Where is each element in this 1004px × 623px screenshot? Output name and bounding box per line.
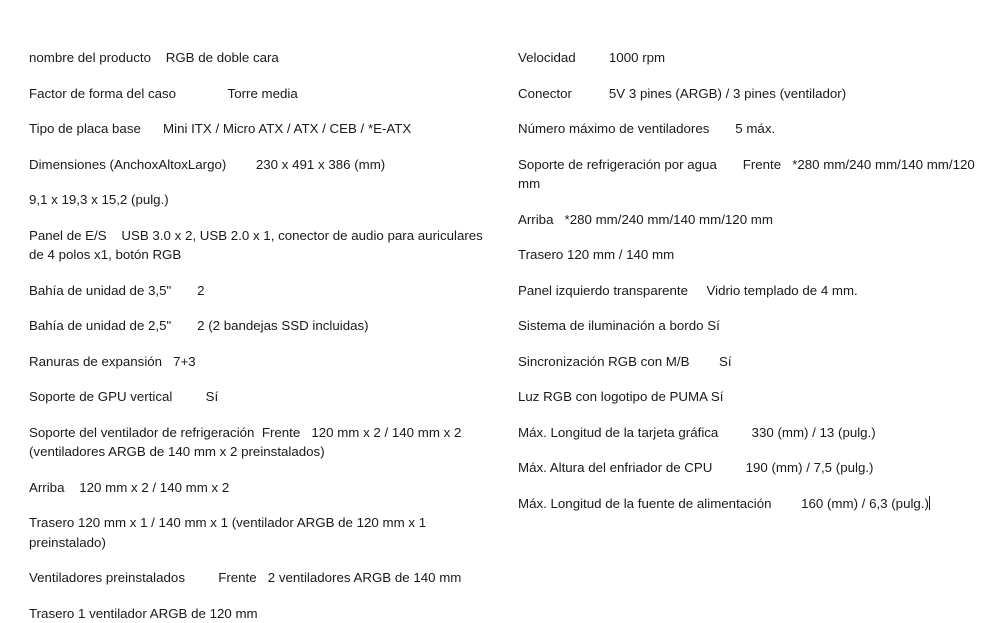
- spec-row-text: Máx. Longitud de la fuente de alimentación 160 (mm) / 6,3 (pulg.): [518, 496, 929, 512]
- spec-row: Velocidad 1000 rpm: [518, 50, 666, 65]
- spec-row: Ventiladores preinstalados Frente 2 ventiladores ARGB de 140 mm: [29, 570, 462, 586]
- spec-row: Ranuras de expansión 7+3: [29, 353, 196, 369]
- spec-row: Soporte del ventilador de refrigeración Frente 120 mm x 2 / 140 mm x 2 (ventiladores ARGB de 140 mm x 2 preinstalados): [29, 424, 466, 460]
- spec-row: 9,1 x 19,3 x 15,2 (pulg.): [29, 192, 169, 208]
- spec-row-with-caret: [518, 494, 983, 513]
- spec-row: Máx. Longitud de la tarjeta gráfica 330 (mm) / 13 (pulg.): [518, 424, 876, 440]
- spec-row: Sincronización RGB con M/B Sí: [518, 353, 732, 369]
- spec-row: Arriba 120 mm x 2 / 140 mm x 2: [29, 479, 230, 495]
- text-caret: [929, 496, 930, 510]
- left-spec-column: [29, 48, 487, 623]
- spec-row: Trasero 120 mm / 140 mm: [518, 247, 675, 263]
- spec-row: Tipo de placa base Mini ITX / Micro ATX / ATX / CEB / *E-ATX: [29, 121, 412, 137]
- spec-row: Soporte de GPU vertical Sí: [29, 389, 219, 405]
- spec-row: Panel de E/S USB 3.0 x 2, USB 2.0 x 1, conector de audio para auriculares de 4 polos x1, botón RGB: [29, 227, 487, 263]
- spec-row: Bahía de unidad de 2,5" 2 (2 bandejas SSD incluidas): [29, 318, 369, 334]
- spec-row: Sistema de iluminación a bordo Sí: [518, 318, 720, 334]
- right-spec-column: [518, 48, 983, 513]
- spec-row: Bahía de unidad de 3,5" 2: [29, 282, 205, 298]
- spec-row: Número máximo de ventiladores 5 máx.: [518, 121, 776, 137]
- spec-row: Trasero 120 mm x 1 / 140 mm x 1 (ventilador ARGB de 120 mm x 1 preinstalado): [29, 515, 430, 550]
- spec-row: Luz RGB con logotipo de PUMA Sí: [518, 389, 724, 405]
- spec-row: Panel izquierdo transparente Vidrio templado de 4 mm.: [518, 282, 858, 298]
- spec-row: Dimensiones (AnchoxAltoxLargo) 230 x 491 x 386 (mm): [29, 156, 386, 172]
- spec-row: nombre del producto RGB de doble cara: [29, 50, 279, 65]
- spec-row: Soporte de refrigeración por agua Frente *280 mm/240 mm/140 mm/120 mm: [518, 156, 979, 191]
- spec-row: Factor de forma del caso Torre media: [29, 85, 298, 101]
- spec-row: Trasero 1 ventilador ARGB de 120 mm: [29, 605, 258, 621]
- spec-row: Arriba *280 mm/240 mm/140 mm/120 mm: [518, 211, 773, 227]
- spec-row: Conector 5V 3 pines (ARGB) / 3 pines (ventilador): [518, 85, 847, 101]
- spec-row: Máx. Altura del enfriador de CPU 190 (mm) / 7,5 (pulg.): [518, 460, 874, 476]
